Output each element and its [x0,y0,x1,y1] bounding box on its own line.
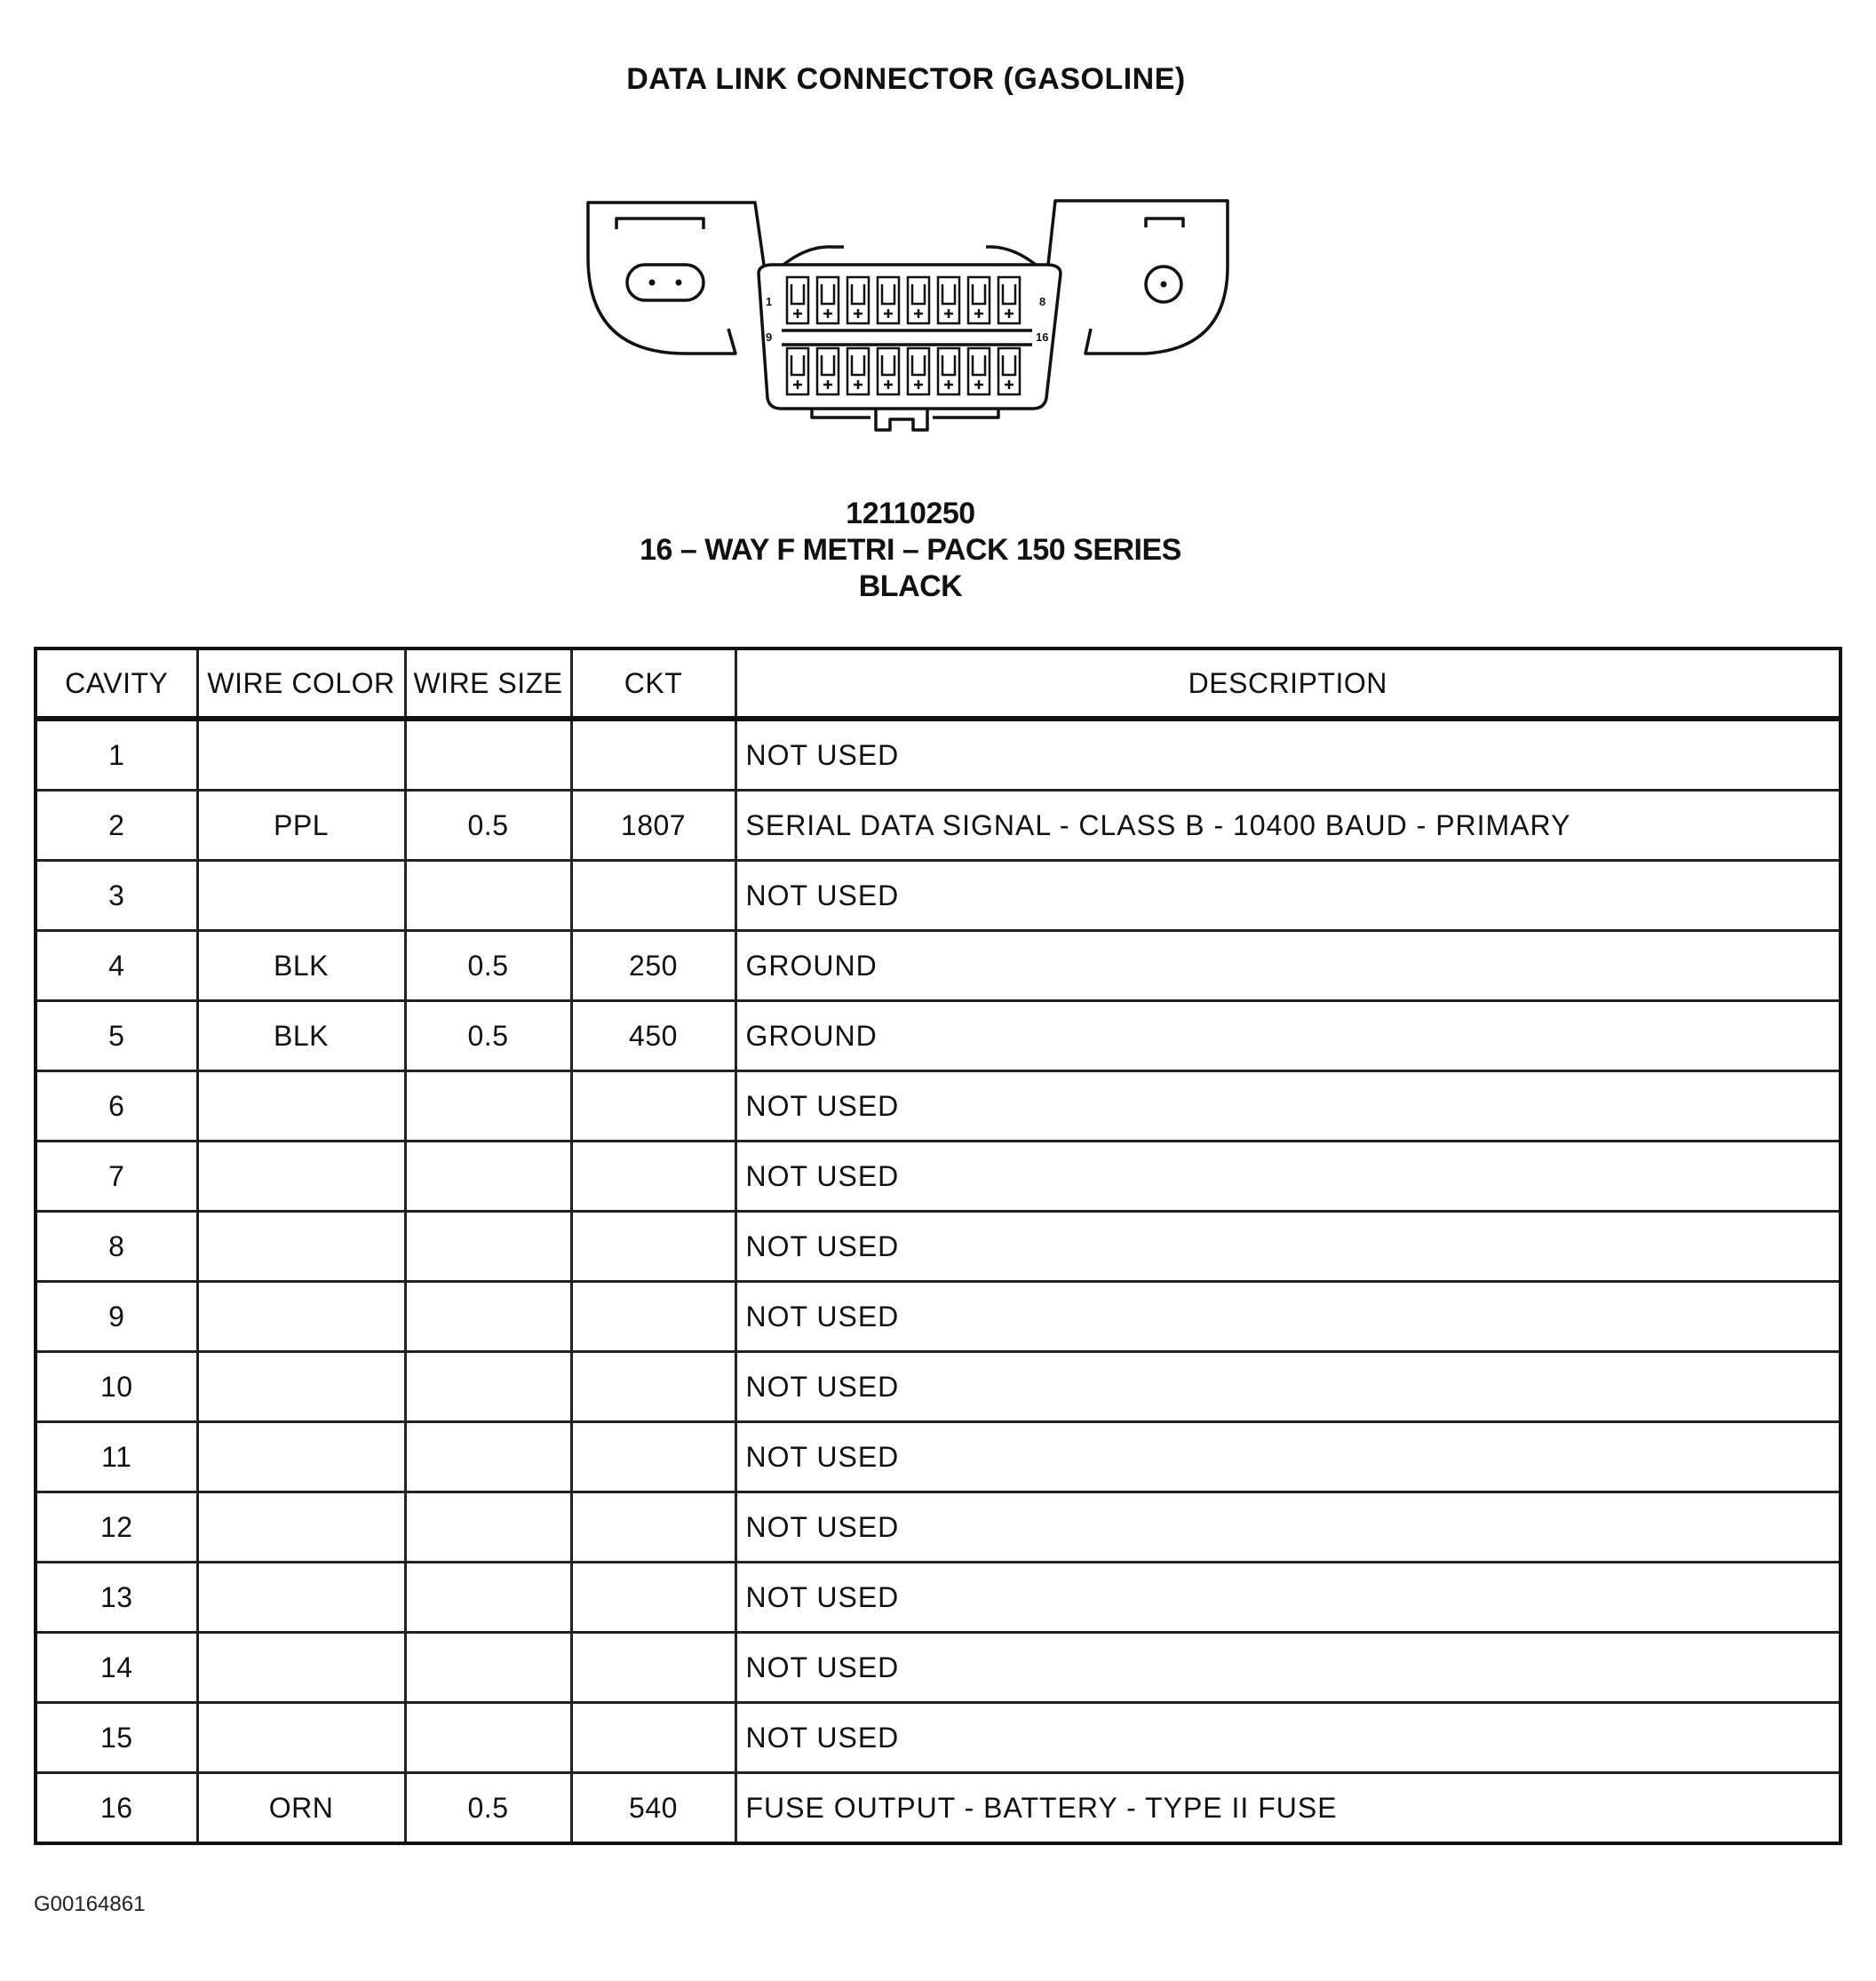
connector-key [876,409,927,430]
table-row [36,1703,1840,1773]
cell-description: NOT USED [735,1563,1840,1633]
left-mount-hole [627,265,704,300]
table-row [36,1001,1840,1071]
cell-description: NOT USED [735,1142,1840,1212]
cell-description: NOT USED [735,719,1840,791]
cell-description: NOT USED [735,1422,1840,1492]
cell-wire-color: BLK [197,1001,405,1071]
table-row [36,719,1840,791]
cell-wire-color [197,1422,405,1492]
pin-cavity-10 [817,348,839,394]
cell-wire-color [197,1352,405,1422]
cell-cavity: 11 [36,1422,197,1492]
cell-wire-size [405,1352,571,1422]
cell-cavity: 8 [36,1212,197,1282]
cell-wire-size: 0.5 [405,1001,571,1071]
cell-cavity: 1 [36,719,197,791]
cell-wire-color [197,1282,405,1352]
cell-ckt [571,1282,735,1352]
connector-info [0,496,1821,605]
cell-cavity: 3 [36,861,197,931]
cell-cavity: 10 [36,1352,197,1422]
pin-label-1: 1 [766,295,773,308]
cell-ckt [571,1071,735,1142]
header-wire-color: WIRE COLOR [197,648,405,719]
diagram-title: DATA LINK CONNECTOR (GASOLINE) [626,62,1186,96]
table-row [36,1633,1840,1703]
pin-cavity-5 [908,277,929,323]
cell-ckt [571,1703,735,1773]
cell-cavity: 14 [36,1633,197,1703]
table-row [36,1212,1840,1282]
cell-wire-size [405,719,571,791]
table-row [36,791,1840,861]
cell-description: FUSE OUTPUT - BATTERY - TYPE II FUSE [735,1773,1840,1844]
pinout-table [34,647,1842,1845]
pin-cavity-6 [938,277,959,323]
header-ckt: CKT [571,648,735,719]
connector-diagram [577,195,1235,435]
cell-ckt: 540 [571,1773,735,1844]
cell-wire-size [405,1703,571,1773]
pin-cavity-4 [878,277,899,323]
cell-ckt: 250 [571,931,735,1001]
pin-cavity-14 [938,348,959,394]
table-row [36,1422,1840,1492]
cell-description: GROUND [735,931,1840,1001]
cell-ckt [571,719,735,791]
cell-description: NOT USED [735,1352,1840,1422]
pin-label-9: 9 [766,330,773,344]
pin-cavity-15 [968,348,990,394]
cell-ckt: 1807 [571,791,735,861]
table-row [36,1282,1840,1352]
cell-description: NOT USED [735,1703,1840,1773]
pin-cavity-1 [787,277,808,323]
pin-cavity-16 [998,348,1020,394]
table-row [36,1142,1840,1212]
cell-wire-size: 0.5 [405,791,571,861]
cell-cavity: 16 [36,1773,197,1844]
cell-ckt [571,1422,735,1492]
right-mounting-ear [1048,201,1228,354]
cell-cavity: 6 [36,1071,197,1142]
pin-cavity-13 [908,348,929,394]
cell-wire-color [197,719,405,791]
table-row [36,861,1840,931]
cell-ckt [571,1492,735,1563]
cell-wire-size [405,1633,571,1703]
cell-wire-size: 0.5 [405,931,571,1001]
cell-description: NOT USED [735,861,1840,931]
table-row [36,1492,1840,1563]
connector-type: 16 – WAY F METRI – PACK 150 SERIES [640,533,1181,567]
cell-description: GROUND [735,1001,1840,1071]
cell-wire-size [405,1071,571,1142]
pin-cavity-8 [998,277,1020,323]
row-divider [782,330,1032,345]
cell-cavity: 12 [36,1492,197,1563]
cell-cavity: 5 [36,1001,197,1071]
cell-ckt: 450 [571,1001,735,1071]
table-row [36,931,1840,1001]
header-wire-size: WIRE SIZE [405,648,571,719]
cell-wire-color [197,1071,405,1142]
header-cavity: CAVITY [36,648,197,719]
table-row [36,1352,1840,1422]
connector-color: BLACK [858,569,963,603]
table-header-row [36,648,1840,719]
cell-description: NOT USED [735,1282,1840,1352]
header-description: DESCRIPTION [735,648,1840,719]
cell-wire-size [405,1212,571,1282]
cell-description: NOT USED [735,1071,1840,1142]
pin-cavity-12 [878,348,899,394]
cell-wire-size [405,1422,571,1492]
pin-cavity-9 [787,348,808,394]
pin-label-16: 16 [1036,330,1049,344]
cell-wire-size [405,1492,571,1563]
cell-wire-size: 0.5 [405,1773,571,1844]
cell-wire-size [405,1563,571,1633]
table-row [36,1563,1840,1633]
cell-ckt [571,1212,735,1282]
figure-id: G00164861 [34,1892,146,1916]
cell-description: NOT USED [735,1633,1840,1703]
cell-cavity: 7 [36,1142,197,1212]
cell-ckt [571,1633,735,1703]
cell-cavity: 2 [36,791,197,861]
cell-wire-size [405,1282,571,1352]
cell-wire-color: ORN [197,1773,405,1844]
cell-cavity: 9 [36,1282,197,1352]
cell-wire-color [197,1212,405,1282]
cell-wire-color [197,1633,405,1703]
table-row [36,1071,1840,1142]
cell-wire-color: BLK [197,931,405,1001]
cell-ckt [571,1142,735,1212]
cell-wire-size [405,1142,571,1212]
pin-cavity-7 [968,277,990,323]
cell-ckt [571,1563,735,1633]
cell-cavity: 13 [36,1563,197,1633]
pin-cavity-3 [847,277,869,323]
cell-description: NOT USED [735,1212,1840,1282]
cell-description: NOT USED [735,1492,1840,1563]
cell-wire-color [197,1142,405,1212]
cell-description: SERIAL DATA SIGNAL - CLASS B - 10400 BAUD - PRIMARY [735,791,1840,861]
pin-cavity-2 [817,277,839,323]
cell-cavity: 4 [36,931,197,1001]
cell-wire-color [197,1563,405,1633]
left-mounting-ear [588,203,764,354]
pin-cavity-11 [847,348,869,394]
cell-wire-color [197,1703,405,1773]
cell-ckt [571,1352,735,1422]
pin-label-8: 8 [1039,295,1046,308]
table-row [36,1773,1840,1844]
cell-wire-color: PPL [197,791,405,861]
cell-wire-color [197,1492,405,1563]
cell-ckt [571,861,735,931]
cell-wire-size [405,861,571,931]
table-body [36,719,1840,1843]
cell-wire-color [197,861,405,931]
part-number: 12110250 [846,497,975,530]
cell-cavity: 15 [36,1703,197,1773]
